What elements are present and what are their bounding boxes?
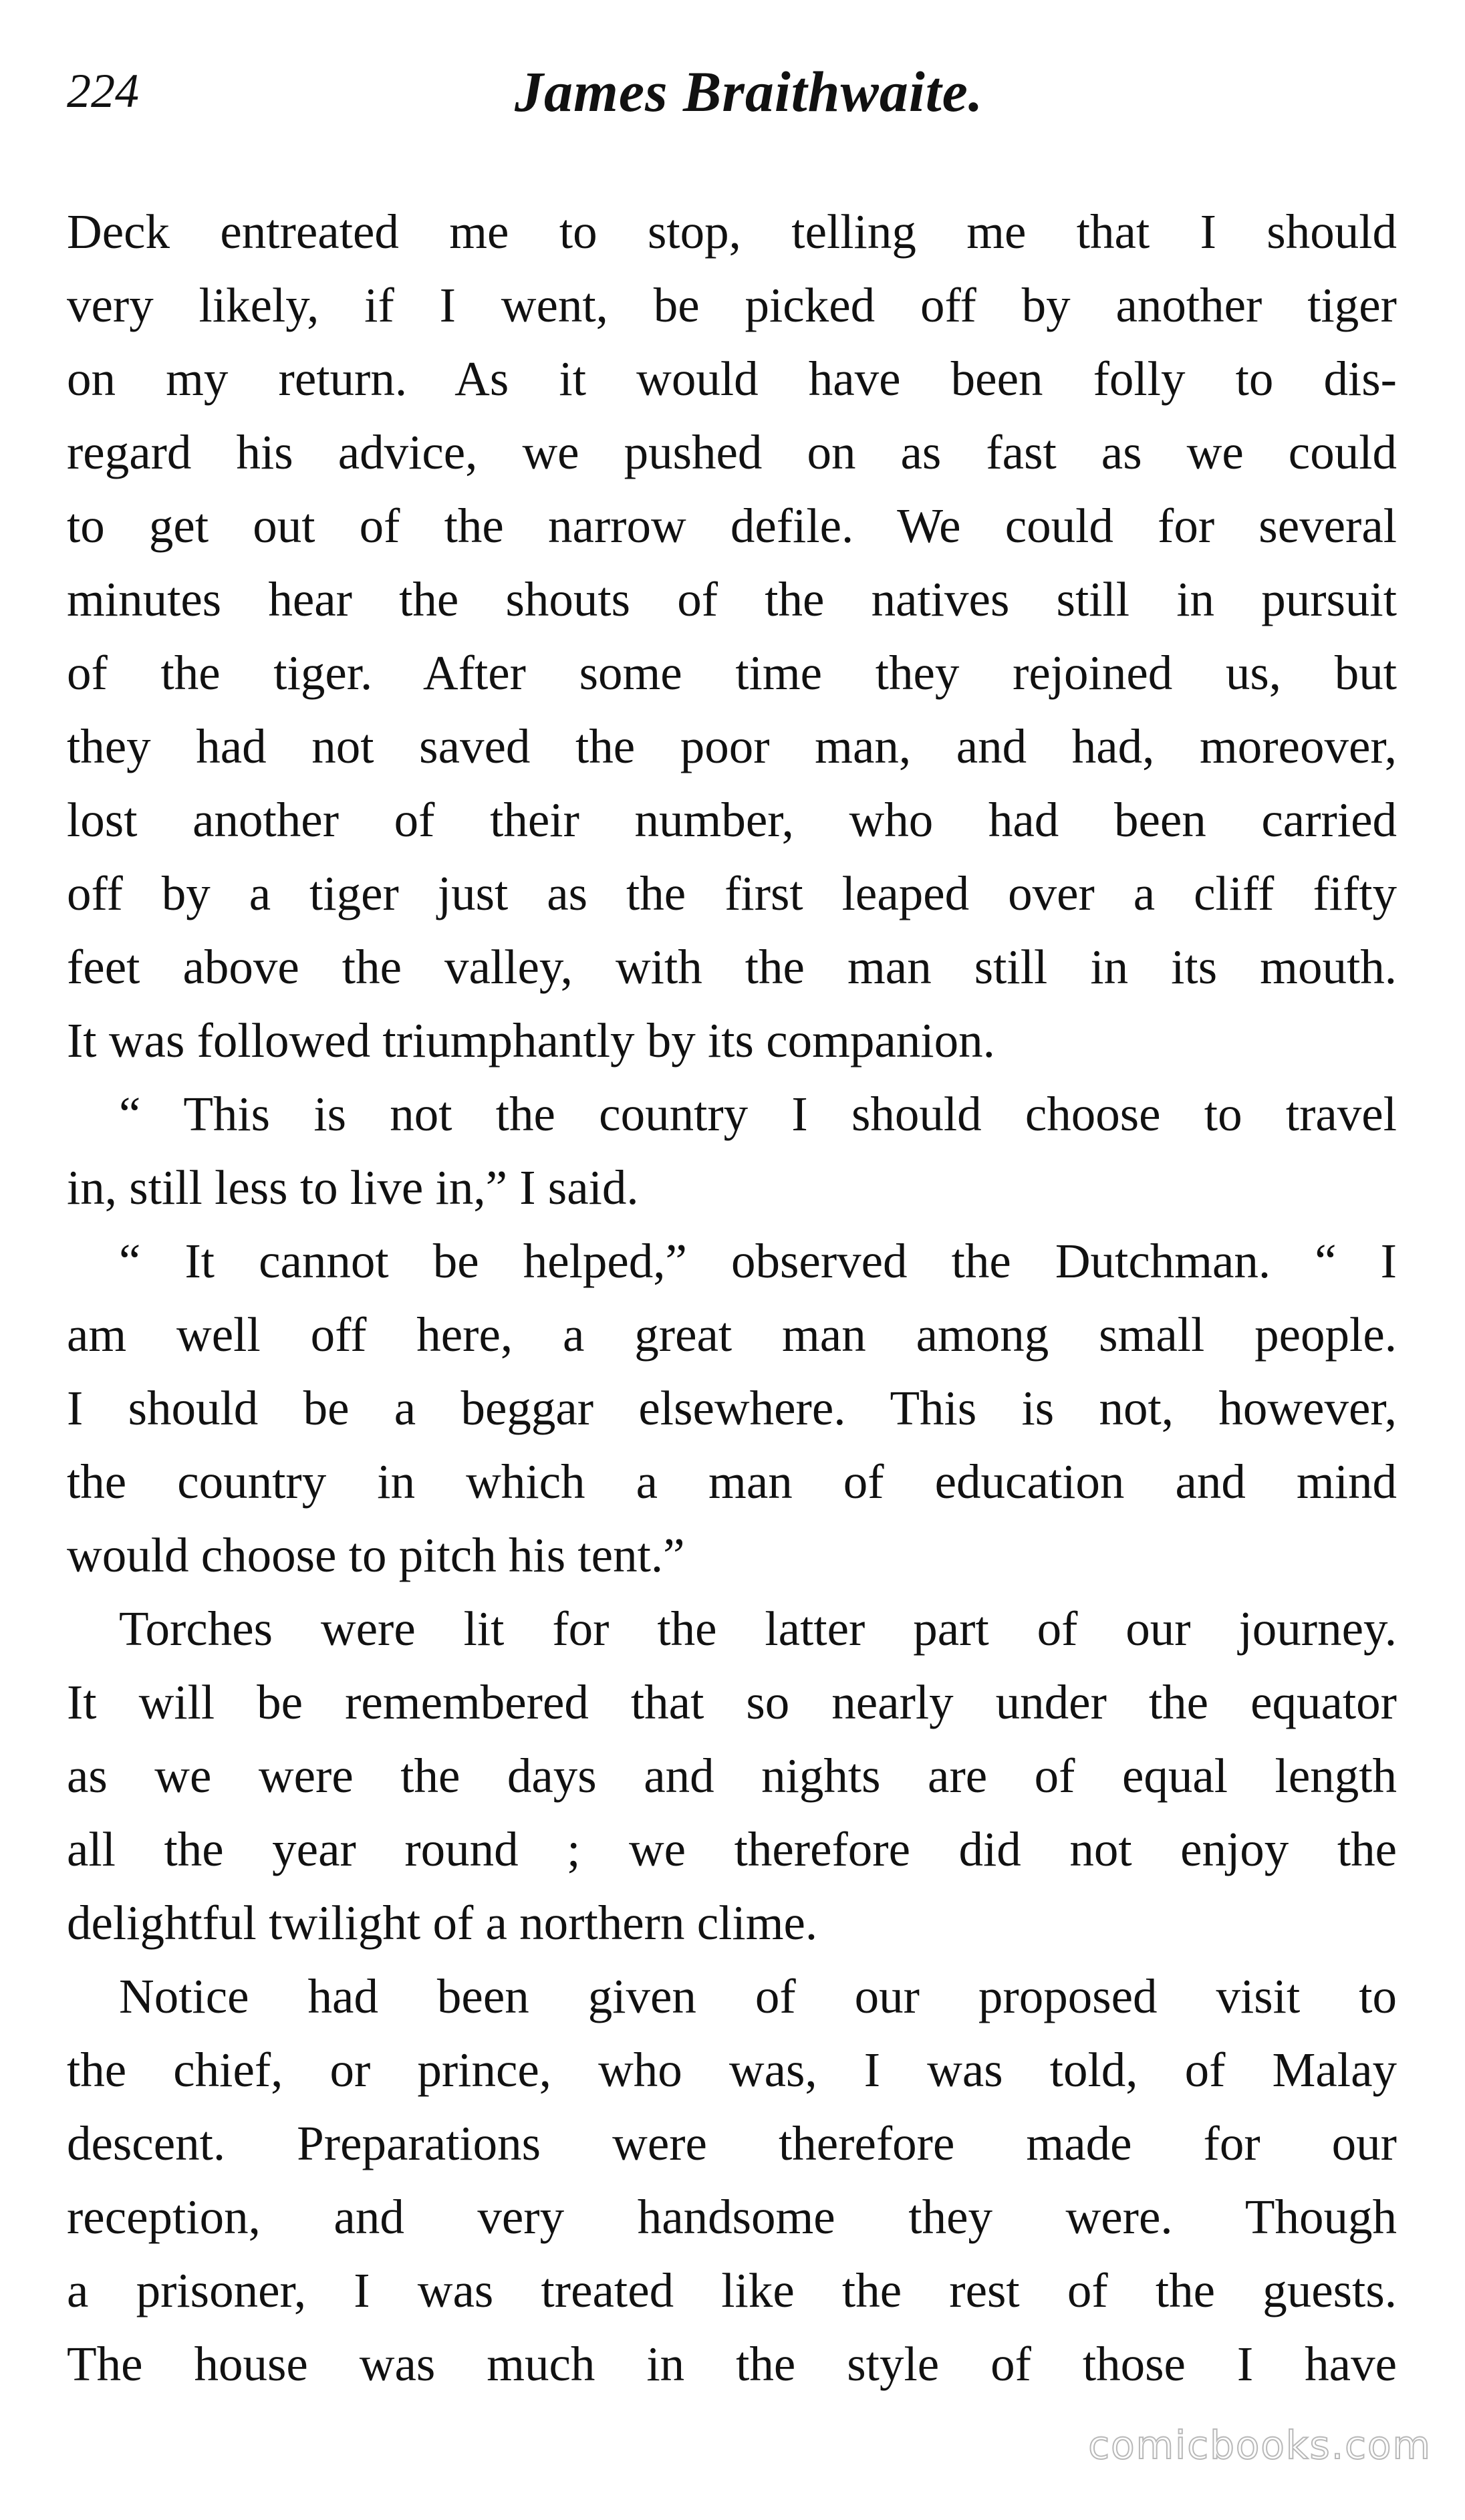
text-line: the chief, or prince, who was, I was told, of Malay (67, 2043, 1397, 2097)
text-line: off by a tiger just as the first leaped over a cliff fifty (67, 866, 1397, 920)
watermark: comicbooks.com (1088, 2422, 1432, 2468)
text-line: very likely, if I went, be picked off by another tiger (67, 278, 1397, 332)
body-text (67, 195, 1397, 2401)
text-line: It was followed triumphantly by its companion. (67, 1013, 995, 1067)
page-number: 224 (67, 64, 139, 118)
text-line: the country in which a man of education and mind (67, 1455, 1397, 1509)
page-header (67, 59, 1404, 144)
text-line: they had not saved the poor man, and had, moreover, (67, 719, 1397, 773)
text-line: The house was much in the style of those I have (67, 2337, 1397, 2391)
text-line: reception, and very handsome they were. Though (67, 2190, 1397, 2244)
text-line: minutes hear the shouts of the natives still in pursuit (67, 572, 1397, 626)
text-line: in, still less to live in,” I said. (67, 1160, 639, 1215)
text-line: a prisoner, I was treated like the rest of the guests. (67, 2263, 1397, 2317)
text-line: “ It cannot be helped,” observed the Dutchman. “ I (119, 1234, 1397, 1288)
text-line: as we were the days and nights are of equal length (67, 1749, 1397, 1803)
text-line: would choose to pitch his tent.” (67, 1528, 685, 1582)
text-line: “ This is not the country I should choose to travel (119, 1087, 1397, 1141)
text-line: to get out of the narrow defile. We could for several (67, 499, 1397, 553)
text-line: Notice had been given of our proposed visit to (119, 1969, 1397, 2023)
text-line: lost another of their number, who had been carried (67, 793, 1397, 847)
text-line: I should be a beggar elsewhere. This is not, however, (67, 1381, 1397, 1435)
text-line: regard his advice, we pushed on as fast as we could (67, 425, 1397, 479)
text-line: Torches were lit for the latter part of our journey. (119, 1602, 1397, 1656)
text-line: Deck entreated me to stop, telling me that I should (67, 205, 1397, 259)
text-line: all the year round ; we therefore did not enjoy the (67, 1822, 1397, 1876)
text-line: feet above the valley, with the man still in its mouth. (67, 940, 1397, 994)
text-line: delightful twilight of a northern clime. (67, 1896, 818, 1950)
text-line: of the tiger. After some time they rejoined us, but (67, 646, 1397, 700)
text-line: It will be remembered that so nearly under the equator (67, 1675, 1397, 1729)
text-line: am well off here, a great man among small people. (67, 1307, 1397, 1362)
text-line: descent. Preparations were therefore made for our (67, 2116, 1397, 2170)
text-line: on my return. As it would have been folly to dis- (67, 352, 1397, 406)
running-title: James Braithwaite. (515, 59, 984, 124)
